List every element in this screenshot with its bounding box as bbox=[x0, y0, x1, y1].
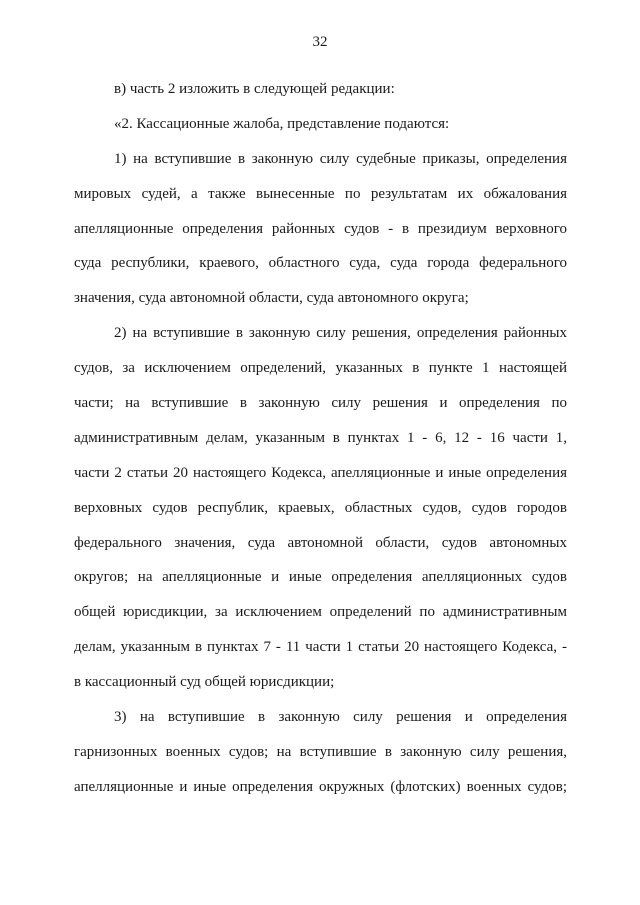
text-line: 3) на вступившие в законную силу решения и определения bbox=[114, 709, 567, 726]
text-line: делам, указанным в пунктах 7 - 11 части 1 статьи 20 настоящего Кодекса, - bbox=[74, 639, 567, 656]
text-line: части 2 статьи 20 настоящего Кодекса, апелляционные и иные определения bbox=[74, 464, 567, 481]
text-line: значения, суда автономной области, суда автономного округа; bbox=[74, 290, 469, 307]
text-line: верховных судов республик, краевых, областных судов, судов городов bbox=[74, 499, 567, 516]
text-line: в) часть 2 изложить в следующей редакции: bbox=[114, 81, 395, 97]
text-line: судов, за исключением определений, указанных в пункте 1 настоящей bbox=[74, 360, 567, 377]
text-line: административным делам, указанным в пунктах 1 - 6, 12 - 16 части 1, bbox=[74, 429, 567, 446]
text-line: общей юрисдикции, за исключением определений по административным bbox=[74, 604, 567, 621]
text-line: округов; на апелляционные и иные определения апелляционных судов bbox=[74, 569, 567, 586]
text-line: части; на вступившие в законную силу решения и определения по bbox=[74, 395, 567, 412]
text-line: 2) на вступившие в законную силу решения, определения районных bbox=[114, 325, 567, 342]
text-line: апелляционные и иные определения окружных (флотских) военных судов; bbox=[74, 778, 567, 795]
text-line: суда республики, краевого, областного суда, суда города федерального bbox=[74, 255, 567, 272]
document-body bbox=[74, 72, 567, 805]
text-line: гарнизонных военных судов; на вступившие в законную силу решения, bbox=[74, 743, 567, 760]
text-line: в кассационный суд общей юрисдикции; bbox=[74, 674, 335, 691]
page-number: 32 bbox=[312, 34, 328, 50]
text-line: мировых судей, а также вынесенные по результатам их обжалования bbox=[74, 185, 567, 202]
text-line: «2. Кассационные жалоба, представление подаются: bbox=[114, 115, 450, 132]
text-line: 1) на вступившие в законную силу судебные приказы, определения bbox=[114, 150, 567, 167]
text-line: федерального значения, суда автономной области, судов автономных bbox=[74, 534, 567, 551]
text-line: апелляционные определения районных судов - в президиум верховного bbox=[74, 220, 567, 237]
